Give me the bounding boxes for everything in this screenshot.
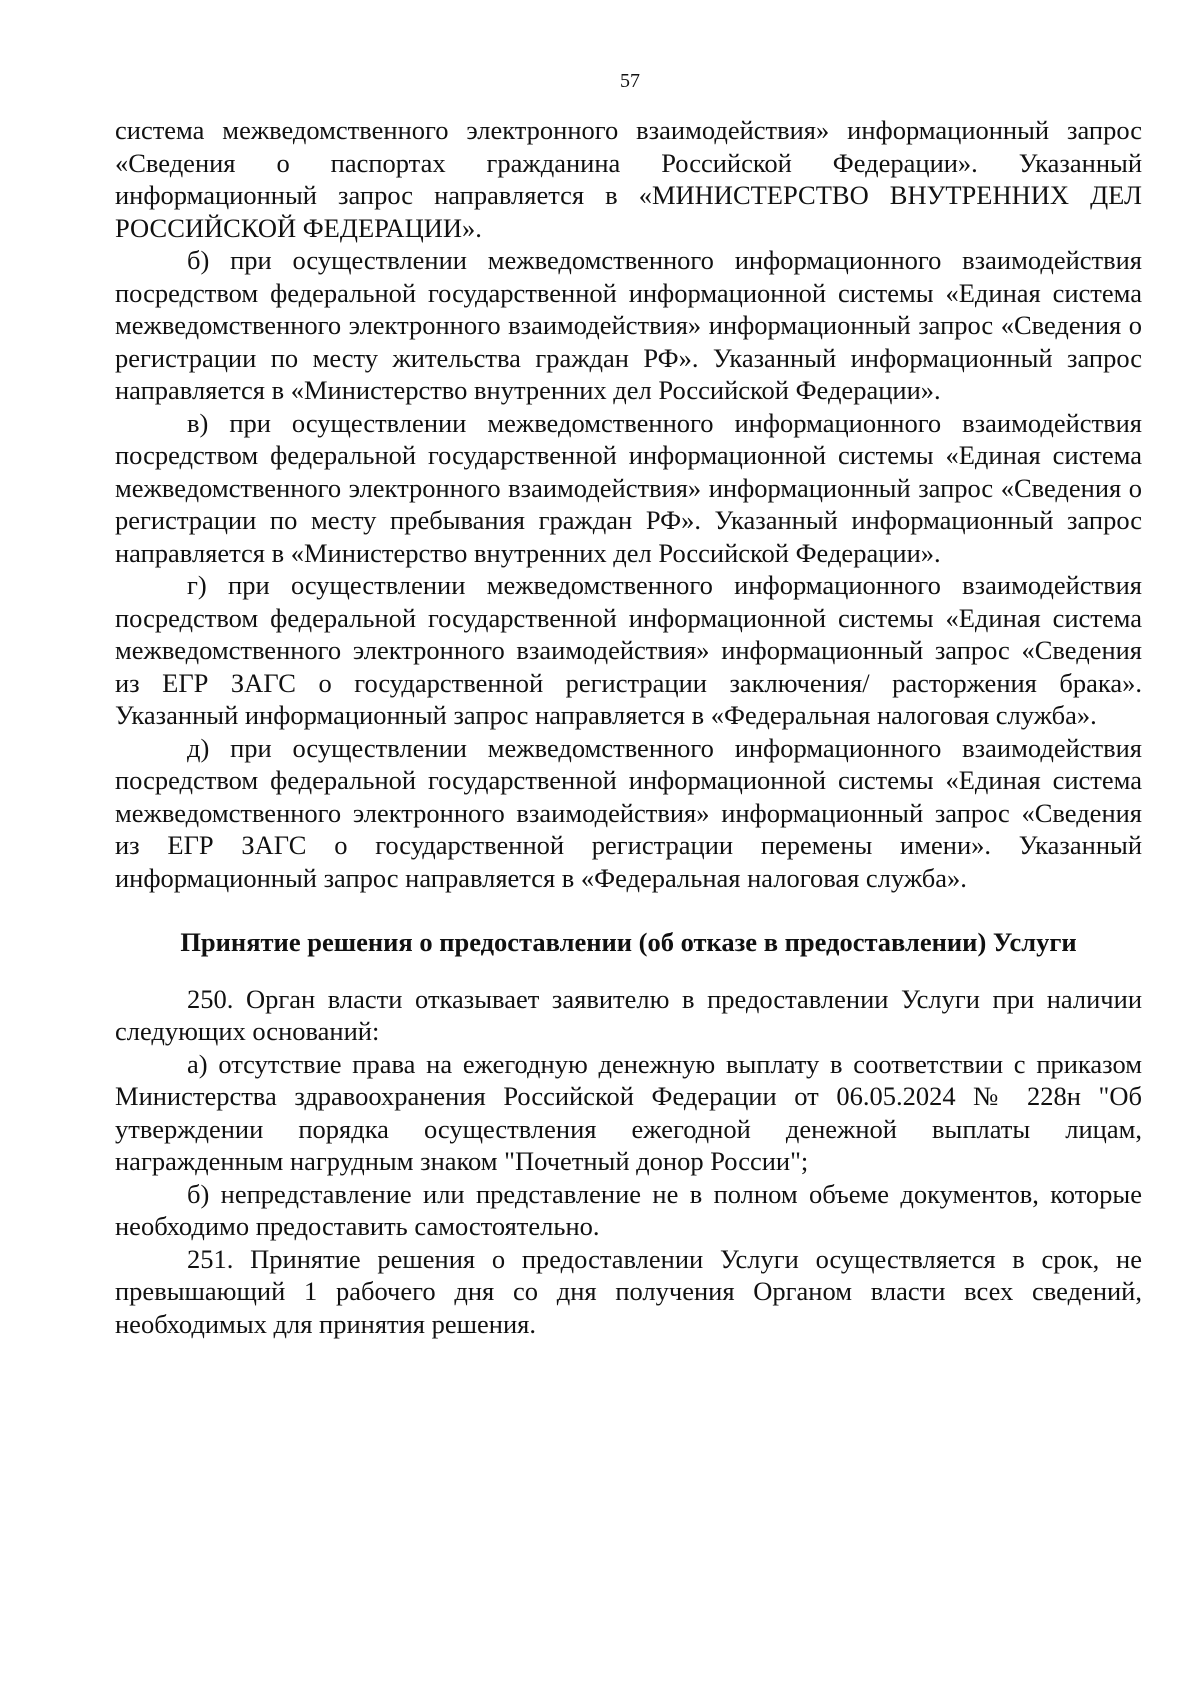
paragraph-item-b: б) при осуществлении межведомственного информационного взаимодействия посредством федеральной государственной информационной системы «Единая система межведомственного электронного взаимодействия» информационный запрос «Сведения о регистрации по месту жительства граждан РФ». Указанный информационный запрос направляется в «Министерство внутренних дел Российской Федерации». bbox=[115, 245, 1142, 405]
section-heading: Принятие решения о предоставлении (об отказе в предоставлении) Услуги bbox=[180, 927, 1077, 957]
paragraph-item-g: г) при осуществлении межведомственного информационного взаимодействия посредством федеральной государственной информационной системы «Единая система межведомственного электронного взаимодействия» информационный запрос «Сведения из ЕГР ЗАГС о государственной регистрации заключения/ расторжения брака». Указанный информационный запрос направляется в «Федеральная налоговая служба». bbox=[115, 570, 1142, 730]
page-number: 57 bbox=[620, 70, 640, 92]
paragraph-250: 250. Орган власти отказывает заявителю в предоставлении Услуги при наличии следующих оснований: bbox=[115, 983, 1142, 1046]
paragraph-251: 251. Принятие решения о предоставлении Услуги осуществляется в срок, не превышающий 1 рабочего дня со дня получения Органом власти всех сведений, необходимых для принятия решения. bbox=[115, 1243, 1142, 1339]
paragraph-250-item-b: б) непредставление или представление не в полном объеме документов, которые необходимо предоставить самостоятельно. bbox=[115, 1178, 1142, 1241]
paragraph-item-d: д) при осуществлении межведомственного информационного взаимодействия посредством федеральной государственной информационной системы «Единая система межведомственного электронного взаимодействия» информационный запрос «Сведения из ЕГР ЗАГС о государственной регистрации перемены имени». Указанный информационный запрос направляется в «Федеральная налоговая служба». bbox=[115, 732, 1142, 893]
paragraph-continuation: система межведомственного электронного взаимодействия» информационный запрос «Сведения о паспортах гражданина Российской Федерации». Указанный информационный запрос направляется в «МИНИСТЕРСТВО ВНУТРЕННИХ ДЕЛ РОССИЙСКОЙ ФЕДЕРАЦИИ». bbox=[115, 115, 1142, 243]
document-body bbox=[115, 114, 1142, 1340]
paragraph-250-item-a: а) отсутствие права на ежегодную денежную выплату в соответствии с приказом Министерства здравоохранения Российской Федерации от 06.05.2024 № 228н "Об утверждении порядка осуществления ежегодной денежной выплаты лицам, награжденным нагрудным знаком "Почетный донор России"; bbox=[115, 1048, 1142, 1176]
paragraph-item-v: в) при осуществлении межведомственного информационного взаимодействия посредством федеральной государственной информационной системы «Единая система межведомственного электронного взаимодействия» информационный запрос «Сведения о регистрации по месту пребывания граждан РФ». Указанный информационный запрос направляется в «Министерство внутренних дел Российской Федерации». bbox=[115, 407, 1142, 568]
